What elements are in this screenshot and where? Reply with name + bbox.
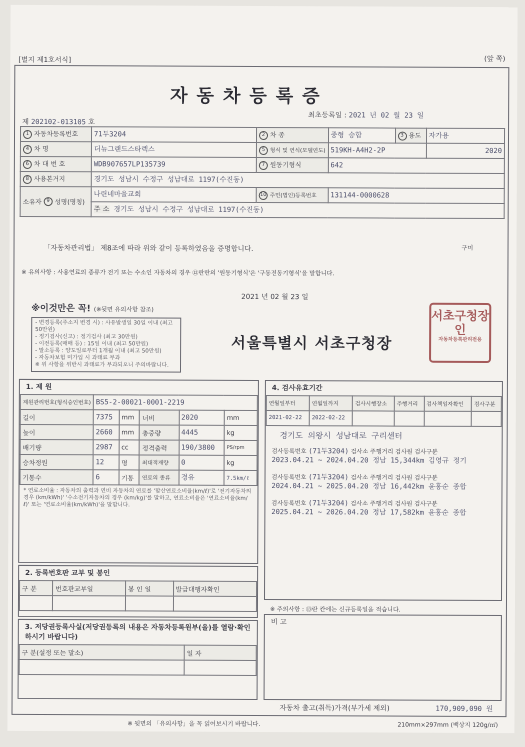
- record-category: 종합: [452, 482, 467, 491]
- table-row: [20, 439, 257, 455]
- record-inspector-label: 검사원: [395, 474, 413, 482]
- height-label: 높이: [20, 424, 93, 439]
- insp-col-km: 주행거리: [394, 396, 424, 411]
- issuer-name: 서울특별시 서초구청장: [231, 333, 393, 353]
- mortgage-table: [19, 644, 257, 676]
- record-place: 정남: [372, 482, 387, 491]
- plate-col-seal: 봉 인 일: [126, 581, 174, 596]
- document-title: 자동차등록증: [170, 85, 329, 108]
- table-row: [266, 396, 501, 412]
- load-value: 0: [179, 455, 224, 470]
- address-label: 주 소: [93, 205, 110, 214]
- cylinder-unit: 기통: [119, 470, 140, 485]
- mortgage-col-type: 구 분(설정 또는 말소): [19, 644, 184, 660]
- owner-group-label: 소유자: [22, 197, 42, 206]
- table-row: [20, 409, 257, 425]
- form-label: [별지 제1호서식]: [18, 55, 72, 65]
- spec-section-title: 1. 제 원: [25, 382, 52, 392]
- cylinder-value: 6: [93, 470, 119, 485]
- insp-col-inspector: 검사책임자확인: [424, 396, 472, 411]
- table-row: 6 차 대 번 호 WDB907657LP135739 7 원동기형식 642: [20, 156, 504, 173]
- load-unit: kg: [224, 455, 257, 470]
- record-inspector: 윤홍순: [428, 508, 449, 517]
- record-km-label: 주행거리: [369, 474, 394, 482]
- table-row: 4 차 명 더뉴그랜드스타렉스 5 형식 및 연식(모델연도) 519KH-A4H2-2P 2020: [20, 141, 504, 158]
- model-label: 형식 및 연식(모델연도): [269, 147, 326, 154]
- record-num-label: 검사등록번호: [271, 474, 307, 482]
- gross-label: 총중량: [140, 425, 179, 440]
- record-period: 2023.04.21 ~ 2024.04.20: [271, 456, 369, 465]
- record-km-label: 주행거리: [370, 448, 394, 456]
- record-cat-label: 검사구분: [414, 474, 438, 482]
- record-place: 정남: [372, 456, 387, 465]
- width-unit: mm: [224, 410, 257, 425]
- efficiency-value: 7.5km/ℓ: [224, 470, 257, 485]
- plate-col-type: 구 분: [20, 580, 53, 595]
- record-km: 16,442km: [390, 482, 425, 491]
- output-unit: PS/rpm: [224, 440, 257, 455]
- seats-unit: 명: [119, 455, 140, 470]
- reminder-item: - 이전등록(매매 등) : 15일 이내 (최고 50만원): [35, 341, 149, 348]
- plate-col-agent: 발급대행자확인: [173, 581, 256, 596]
- reminder-item: - 정기검사(신고) : 정기검사 (최고 30만원): [35, 334, 138, 341]
- seal-subtext: 자동차등록관리전용: [438, 336, 482, 343]
- address-value: 경기도 성남시 수정구 성남대로 1197(수진동): [113, 205, 265, 215]
- width-label: 너비: [140, 410, 179, 425]
- owner-id: 131144-0000628: [328, 188, 504, 204]
- law-suffix: 구미: [461, 244, 474, 252]
- table-row: [266, 411, 501, 427]
- width-value: 2020: [179, 410, 224, 425]
- inspection-handwriting: 경기도 의왕시 성남대로 구리센터: [279, 431, 403, 441]
- record-num: (71두3204): [308, 447, 349, 456]
- insp-col-to: 연월일까지: [309, 396, 352, 411]
- price-value: 170,909,090 원: [435, 704, 493, 714]
- record-km-label: 주행거리: [369, 500, 394, 508]
- inspection-header: [266, 395, 502, 427]
- table-row: 1 자동차등록번호 71두3204 2 차 종 중형 승합 3 용도 자가용: [20, 126, 504, 143]
- vehicle-info-table: [20, 126, 505, 219]
- fuel-value: 경유: [179, 470, 224, 485]
- length-value: 7375: [93, 410, 119, 425]
- name-value: 더뉴그랜드스타렉스: [91, 142, 256, 158]
- record-km: 15,344km: [390, 456, 425, 465]
- table-row: 소유자 9 성명(명칭) 나린네마을교회 10 주민(법인)등록번호 131144-0000628: [20, 186, 504, 203]
- table-row: [20, 201, 504, 218]
- cert-number-label: 제: [22, 117, 29, 126]
- inspection-record: [271, 499, 495, 518]
- seats-value: 12: [93, 455, 119, 470]
- record-num-label: 검사등록번호: [271, 500, 307, 508]
- gross-value: 4445: [179, 425, 224, 440]
- base-label: 사용본거지: [33, 175, 66, 184]
- price-label: 자동차 출고(취득)가격(부가세 제외): [279, 704, 390, 713]
- fuel-notice: ※ 유의사항 : 사용연료의 종류가 전기 또는 수소인 자동차의 경우 ⑫란란의 '원동기형식'은 '구동전동기형식'을 말합니다.: [21, 268, 335, 278]
- gross-unit: kg: [224, 425, 257, 440]
- record-type-label: 검사소: [350, 474, 369, 482]
- reminder-title: ※이것만은 꼭!: [31, 303, 91, 315]
- displacement-value: 2987: [93, 440, 119, 455]
- load-label: 최대적재량: [139, 455, 178, 470]
- first-reg-date: 2021 년 02 월 23 일: [348, 111, 424, 120]
- table-row: [19, 644, 256, 660]
- model-value: 519KH-A4H2-2P: [328, 143, 426, 158]
- registration-certificate: [7, 5, 517, 733]
- inspection-section: [264, 380, 503, 601]
- record-category: 종합: [452, 508, 467, 517]
- record-category: 정기: [452, 456, 467, 465]
- table-row: [20, 394, 257, 410]
- table-row: [20, 580, 257, 596]
- output-label: 정격출력: [140, 440, 179, 455]
- spec-table: [19, 394, 257, 486]
- table-row: [20, 424, 257, 440]
- record-cat-label: 검사구분: [414, 448, 438, 456]
- spec-no: BS5-2-00021-0001-2219: [93, 395, 257, 411]
- reminder-box: [31, 301, 181, 373]
- seal-text: 서초구청장인: [431, 308, 490, 337]
- cert-number: 202102-013105: [31, 117, 86, 127]
- record-type-label: 검사소: [350, 448, 369, 456]
- reminder-item: - 변경등록(주소지 변경 시) : 사유발생일 30일 이내 (최고 50만원): [35, 320, 173, 334]
- base-value: 경기도 성남시 수정구 성남대로 1197(수진동): [91, 172, 504, 189]
- mortgage-col-date: 일 자: [184, 645, 256, 660]
- plate-section: [18, 565, 258, 618]
- remarks-section: [264, 614, 502, 701]
- seats-label: 승차정원: [20, 454, 93, 469]
- record-inspector: 김영규: [428, 456, 449, 465]
- record-period: 2025.04.21 ~ 2026.04.20: [271, 508, 369, 517]
- insp-first-from: 2021-02-22: [266, 411, 309, 426]
- type-value: 중형 승합: [328, 128, 395, 143]
- use-label: 용도: [408, 131, 422, 140]
- inspection-footnote: ※ 주의사항 : ⑬란 칸에는 신규등록일을 적습니다.: [269, 606, 401, 614]
- table-row: [20, 469, 257, 485]
- table-row: [20, 454, 257, 470]
- mortgage-section-title: 3. 저당권등록사실(저당권등록의 내용은 자동차등록원부(을)를 열람·확인하시기 바랍니다): [24, 622, 251, 642]
- output-value: 190/3800: [179, 440, 224, 455]
- footer-notice: ※ 뒷면의 「유의사항」을 꼭 읽어보시기 바랍니다.: [127, 720, 261, 728]
- displacement-label: 배기량: [20, 439, 93, 454]
- first-reg-label: 최초등록일 :: [308, 111, 347, 120]
- length-label: 길이: [20, 409, 93, 424]
- record-cat-label: 검사구분: [414, 500, 438, 508]
- reg-no-value: 71두3204: [91, 127, 256, 143]
- insp-col-category: 검사구분: [472, 396, 502, 411]
- type-label: 차 종: [270, 131, 285, 140]
- table-row: [19, 595, 256, 611]
- name-label: 차 명: [33, 145, 49, 154]
- vin-value: WDB907657LP135739: [91, 157, 256, 173]
- plate-table: [19, 580, 257, 612]
- engine-label: 원동기형식: [269, 161, 302, 170]
- reminder-subtitle: (※뒷면 유의사항 참조): [93, 306, 154, 314]
- paper-spec: 210mm×297mm (백상지 120g/㎡): [397, 721, 498, 730]
- table-row: 8 사용본거지 경기도 성남시 수정구 성남대로 1197(수진동): [20, 171, 504, 188]
- fuel-label: 연료의 종류: [139, 470, 178, 485]
- inspection-record: [271, 473, 495, 492]
- owner-id-label: 주민(법인)등록번호: [269, 192, 317, 199]
- law-statement: 「자동차관리법」 제8조에 따라 위와 같이 등록하였음을 증명합니다.: [43, 244, 254, 253]
- spec-no-label: 제원관리번호(형식승인번호): [20, 394, 93, 409]
- use-value: 자가용: [426, 128, 504, 143]
- record-inspector-label: 검사원: [394, 500, 413, 508]
- model-year: 2020: [426, 143, 504, 158]
- reg-no-label: 자동차등록번호: [34, 130, 78, 139]
- table-row: [19, 659, 256, 675]
- height-value: 2660: [93, 425, 119, 440]
- owner-name-label: 성명(명칭): [54, 197, 85, 206]
- insp-col-place: 검사시행장소: [353, 396, 395, 411]
- cylinder-label: 기통수: [20, 469, 93, 484]
- record-type-label: 검사소: [350, 500, 368, 508]
- record-num-label: 검사등록번호: [271, 448, 307, 456]
- owner-name: 나린네마을교회: [91, 187, 256, 203]
- vin-label: 차 대 번 호: [33, 160, 66, 169]
- record-inspector: 윤홍순: [428, 482, 449, 491]
- first-registration: [308, 110, 424, 121]
- record-period: 2024.04.21 ~ 2025.04.20: [271, 482, 369, 491]
- plate-section-title: 2. 등록번호판 교부 및 봉인: [25, 568, 111, 578]
- length-unit: mm: [119, 410, 140, 425]
- record-num: (71두3204): [308, 473, 349, 482]
- mortgage-section: [18, 619, 258, 700]
- remarks-label: 비 고: [270, 618, 287, 627]
- spec-notes: * 연료소비율 : 자동차의 출력과 연비 자동차의 연료를 '합산연료소비율(km/ℓ)'로 '전기자동차의 경우 (km/kWh)' '수소전기자동차의 경우 (km/kg)'를 말하고, 연료소비율은 '연료소비율(km/ℓ)' 또는 '연료소비율(km/kWh)'을 말합니다.: [23, 487, 252, 509]
- record-num: (71두3204): [308, 499, 349, 508]
- reminder-item: ※ 위 사항을 위반시 과태료가 부과되오니 주의바랍니다.: [35, 362, 169, 369]
- inspection-record: [272, 447, 496, 466]
- displacement-unit: cc: [119, 440, 140, 455]
- inspection-section-title: 4. 검사유효기간: [271, 384, 323, 393]
- official-seal: [429, 303, 491, 363]
- issue-date: 2021 년 02 월 23 일: [241, 292, 309, 302]
- cert-number-suffix: 호: [88, 118, 95, 127]
- page-side-label: (앞 쪽): [484, 54, 506, 64]
- height-unit: mm: [119, 425, 140, 440]
- insp-col-from: 연월일부터: [266, 396, 309, 411]
- record-inspector-label: 검사원: [395, 448, 413, 456]
- insp-first-to: 2022-02-22: [309, 411, 352, 426]
- reminder-item: - 말소등록 : 양도일로부터 1개월 이내 (최고 50만원): [35, 348, 162, 355]
- reminder-item: - 자동차보험 미가입 시 과태료 부과: [35, 355, 121, 362]
- record-place: 정남: [372, 508, 387, 517]
- spec-section: [18, 379, 259, 564]
- record-km: 17,582km: [390, 508, 425, 517]
- plate-col-issue: 번호판교부일: [53, 581, 126, 596]
- engine-value: 642: [328, 158, 504, 174]
